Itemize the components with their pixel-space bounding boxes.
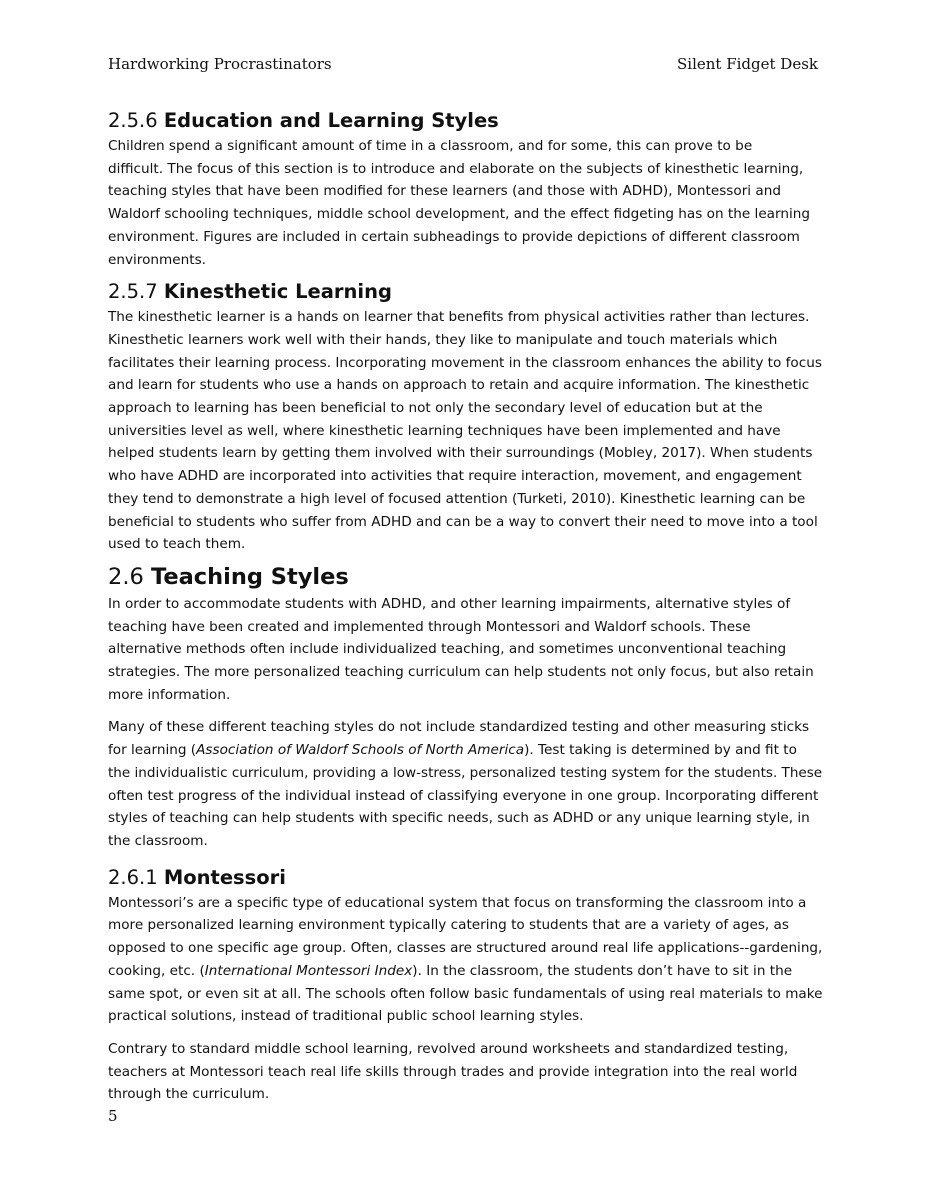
text-line: facilitates their learning process. Incorporating movement in the classroom enhances the ability to focus bbox=[108, 354, 822, 371]
text-run: cooking, etc. ( bbox=[108, 962, 205, 979]
section-heading bbox=[108, 278, 822, 306]
text-line: Waldorf schooling techniques, middle school development, and the effect fidgeting has on the learning bbox=[108, 206, 810, 223]
text-line: teaching styles that have been modified for these learners (and those with ADHD), Montessori and bbox=[108, 183, 781, 200]
paragraph bbox=[108, 1038, 822, 1106]
text-line: The kinesthetic learner is a hands on learner that benefits from physical activities rather than lectures. bbox=[108, 309, 810, 326]
text-line bbox=[108, 960, 822, 983]
text-line: teachers at Montessori teach real life skills through trades and provide integration into the real world bbox=[108, 1063, 798, 1080]
text-run: ). In the classroom, the students don’t have to sit in the bbox=[412, 962, 793, 979]
text-run: for learning ( bbox=[108, 742, 197, 759]
text-line: teaching have been created and implemented through Montessori and Waldorf schools. These bbox=[108, 618, 751, 635]
text-run: ). Test taking is determined by and fit to bbox=[524, 742, 797, 759]
text-line: universities level as well, where kinesthetic learning techniques have been implemented and have bbox=[108, 422, 781, 439]
section-education-learning-styles bbox=[108, 107, 822, 271]
text-line: strategies. The more personalized teaching curriculum can help students not only focus, but also retain bbox=[108, 664, 814, 681]
running-header bbox=[108, 55, 818, 79]
section-heading bbox=[108, 107, 822, 135]
header-right-title: Silent Fidget Desk bbox=[677, 55, 818, 73]
section-heading bbox=[108, 864, 822, 892]
section-title: Education and Learning Styles bbox=[163, 109, 499, 132]
text-line: practical solutions, instead of traditional public school learning styles. bbox=[108, 1008, 584, 1025]
citation-italic: Association of Waldorf Schools of North America bbox=[196, 742, 525, 759]
text-line: and learn for students who use a hands on approach to retain and acquire information. The kinesthetic bbox=[108, 377, 810, 394]
text-line: Contrary to standard middle school learning, revolved around worksheets and standardized testing, bbox=[108, 1040, 789, 1057]
text-line: who have ADHD are incorporated into activities that require interaction, movement, and engagement bbox=[108, 468, 802, 485]
text-line: beneficial to students who suffer from ADHD and can be a way to convert their need to move into a tool bbox=[108, 513, 818, 530]
text-line: styles of teaching can help students with specific needs, such as ADHD or any unique learning style, in bbox=[108, 810, 810, 827]
text-line: more information. bbox=[108, 686, 231, 703]
paragraph bbox=[108, 593, 822, 707]
text-line: the classroom. bbox=[108, 832, 208, 849]
section-number: 2.5.7 bbox=[108, 280, 158, 304]
text-line: more personalized learning environment typically catering to students that are a variety of ages, as bbox=[108, 917, 789, 934]
text-line: approach to learning has been beneficial to not only the secondary level of education but at the bbox=[108, 400, 763, 417]
paragraph bbox=[108, 306, 822, 556]
section-title: Teaching Styles bbox=[150, 563, 349, 590]
text-line: alternative methods often include individualized teaching, and sometimes unconventional teaching bbox=[108, 641, 787, 658]
section-number: 2.6.1 bbox=[108, 865, 158, 889]
citation-italic: International Montessori Index bbox=[204, 962, 413, 979]
paragraph bbox=[108, 135, 822, 271]
text-line: In order to accommodate students with ADHD, and other learning impairments, alternative styles of bbox=[108, 595, 791, 612]
section-kinesthetic-learning bbox=[108, 278, 822, 556]
text-line: Kinesthetic learners work well with their hands, they like to manipulate and touch materials which bbox=[108, 331, 778, 348]
text-line: the individualistic curriculum, providing a low-stress, personalized testing system for the students. These bbox=[108, 764, 823, 781]
paragraph bbox=[108, 892, 822, 1028]
text-line bbox=[108, 739, 822, 762]
text-line: often test progress of the individual instead of classifying everyone in one group. Incorporating different bbox=[108, 787, 819, 804]
text-line: helped students learn by getting them involved with their surroundings (Mobley, 2017). When students bbox=[108, 445, 813, 462]
text-line: opposed to one specific age group. Often, classes are structured around real life applications--gardening, bbox=[108, 940, 823, 957]
text-line: Many of these different teaching styles do not include standardized testing and other measuring sticks bbox=[108, 719, 810, 736]
text-line: environments. bbox=[108, 251, 206, 268]
text-line: Montessori’s are a specific type of educational system that focus on transforming the classroom into a bbox=[108, 894, 807, 911]
text-line: they tend to demonstrate a high level of focused attention (Turketi, 2010). Kinesthetic learning can be bbox=[108, 490, 806, 507]
header-left-title: Hardworking Procrastinators bbox=[108, 55, 332, 73]
section-number: 2.5.6 bbox=[108, 109, 158, 132]
text-line: used to teach them. bbox=[108, 536, 246, 553]
section-number: 2.6 bbox=[108, 563, 144, 590]
page-number: 5 bbox=[108, 1107, 118, 1125]
paragraph bbox=[108, 716, 822, 852]
section-heading bbox=[108, 562, 822, 593]
section-teaching-styles bbox=[108, 562, 822, 853]
page-content bbox=[108, 107, 822, 1106]
text-line: environment. Figures are included in certain subheadings to provide depictions of different classroom bbox=[108, 228, 800, 245]
section-montessori bbox=[108, 864, 822, 1106]
section-title: Kinesthetic Learning bbox=[163, 280, 392, 304]
section-title: Montessori bbox=[163, 865, 286, 889]
text-line: through the curriculum. bbox=[108, 1086, 270, 1103]
text-line: Children spend a significant amount of time in a classroom, and for some, this can prove to be bbox=[108, 138, 753, 154]
text-line: difficult. The focus of this section is to introduce and elaborate on the subjects of kinesthetic learning, bbox=[108, 160, 804, 177]
text-line: same spot, or even sit at all. The schools often follow basic fundamentals of using real materials to make bbox=[108, 985, 823, 1002]
